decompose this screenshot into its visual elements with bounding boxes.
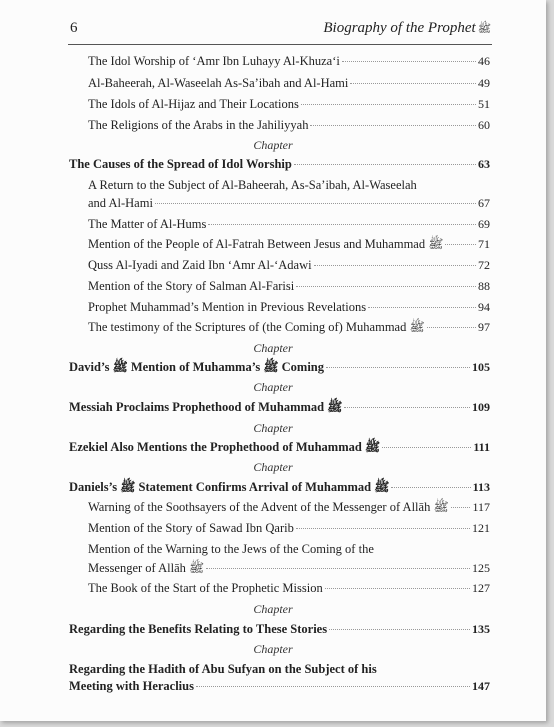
toc-entry: The Matter of Al-Hums 69 <box>88 217 490 231</box>
chapter-label: Chapter <box>253 460 293 474</box>
seal-glyph: ﷺ <box>477 23 491 35</box>
toc-entry: The testimony of the Scriptures of (the Coming of) Muhammad ﷺ 97 <box>88 320 490 334</box>
toc-chapter-entry: Meeting with Heraclius 147 <box>69 679 490 693</box>
toc-entry: Al-Baheerah, Al-Waseelah As-Sa’ibah and Al-Hami 49 <box>88 76 490 90</box>
toc-entry-line: Mention of the Warning to the Jews of the Coming of the <box>88 542 374 556</box>
toc-entry: Prophet Muhammad’s Mention in Previous Revelations 94 <box>88 300 490 314</box>
toc-entry: Messenger of Allāh ﷺ 125 <box>88 561 490 575</box>
toc-chapter-entry: Messiah Proclaims Prophethood of Muhammad ﷺ 109 <box>69 400 490 414</box>
page-header <box>70 20 491 44</box>
chapter-label: Chapter <box>253 138 293 152</box>
toc-entry: The Religions of the Arabs in the Jahiliyyah 60 <box>88 118 490 132</box>
toc-entry: Mention of the People of Al-Fatrah Between Jesus and Muhammad ﷺ 71 <box>88 237 490 251</box>
toc-chapter-entry: The Causes of the Spread of Idol Worship 63 <box>69 157 490 171</box>
toc-entry: The Idol Worship of ‘Amr Ibn Luhayy Al-Khuza‘i 46 <box>88 54 490 68</box>
toc-entry: Warning of the Soothsayers of the Advent of the Messenger of Allāh ﷺ 117 <box>88 500 490 514</box>
toc-chapter-entry: Regarding the Benefits Relating to These Stories 135 <box>69 622 490 636</box>
chapter-label: Chapter <box>253 642 293 656</box>
toc-chapter-entry-line: Regarding the Hadith of Abu Sufyan on the Subject of his <box>69 662 377 676</box>
toc-chapter-entry: Ezekiel Also Mentions the Prophethood of Muhammad ﷺ 111 <box>69 440 490 454</box>
toc-chapter-entry: Daniels’s ﷺ Statement Confirms Arrival of Muhammad ﷺ 113 <box>69 480 490 494</box>
toc-entry: The Book of the Start of the Prophetic Mission 127 <box>88 581 490 595</box>
chapter-label: Chapter <box>253 602 293 616</box>
toc-entry: Mention of the Story of Salman Al-Farisi 88 <box>88 279 490 293</box>
toc-entry-line: A Return to the Subject of Al-Baheerah, As-Sa’ibah, Al-Waseelah <box>88 178 417 192</box>
toc-entry: The Idols of Al-Hijaz and Their Locations 51 <box>88 97 490 111</box>
chapter-label: Chapter <box>253 421 293 435</box>
toc-entry: and Al-Hami 67 <box>88 196 490 210</box>
toc-entry: Mention of the Story of Sawad Ibn Qarib 121 <box>88 521 490 535</box>
running-title: Biography of the Prophet ﷺ <box>323 20 491 36</box>
chapter-label: Chapter <box>253 341 293 355</box>
page-number: 6 <box>70 20 78 36</box>
chapter-label: Chapter <box>253 380 293 394</box>
toc-chapter-entry: David’s ﷺ Mention of Muhamma’s ﷺ Coming 105 <box>69 360 490 374</box>
toc-entry: Quss Al-Iyadi and Zaid Ibn ‘Amr Al-‘Adawi 72 <box>88 258 490 272</box>
header-rule <box>68 44 492 45</box>
